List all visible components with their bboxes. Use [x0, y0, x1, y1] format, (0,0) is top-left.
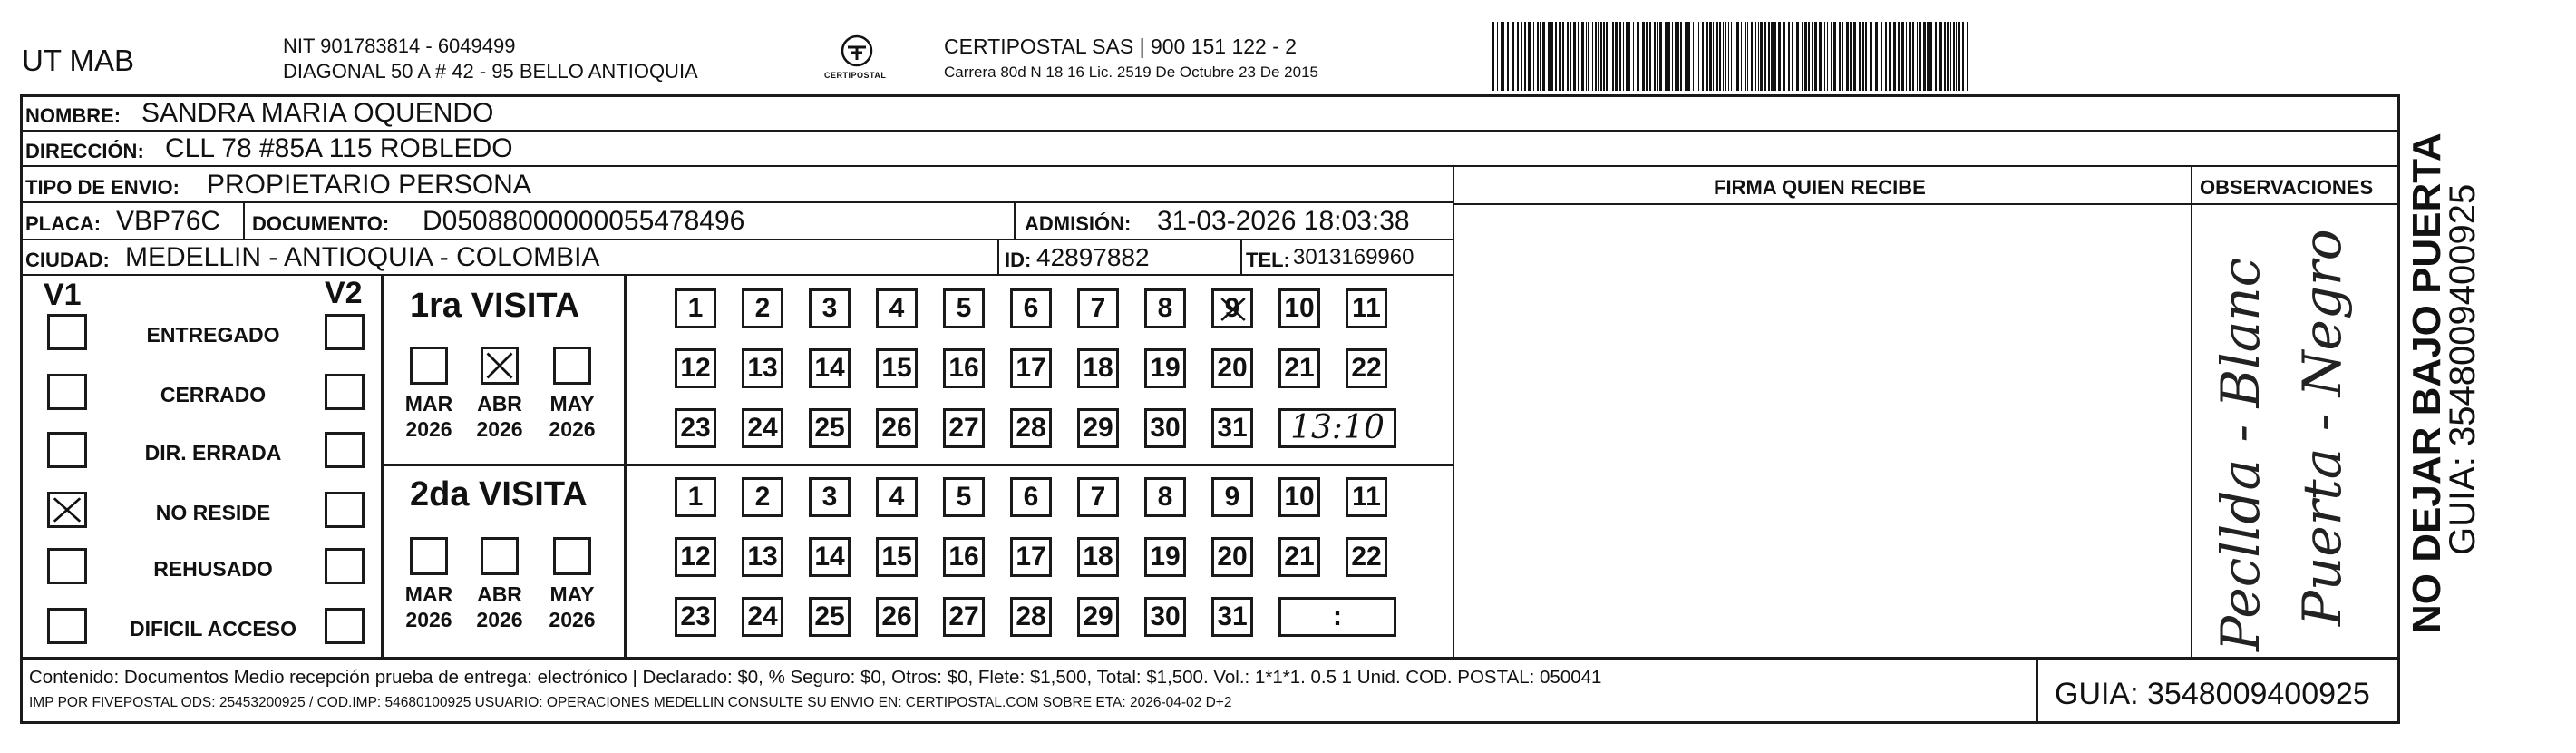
day-box[interactable]	[809, 537, 851, 577]
day-number: 9	[1224, 293, 1240, 323]
day-box[interactable]	[876, 348, 918, 388]
status-v1-checkbox[interactable]	[47, 314, 87, 350]
certipostal-logo	[821, 34, 893, 83]
month-checkbox[interactable]	[410, 537, 448, 575]
day-box[interactable]	[809, 597, 851, 637]
admission-label: ADMISIÓN:	[1025, 212, 1132, 235]
barcode	[1492, 22, 2218, 91]
no-leave-under-door-warning: NO DEJAR BAJO PUERTA	[2405, 132, 2449, 633]
day-box[interactable]	[1278, 348, 1320, 388]
day-box[interactable]	[1278, 288, 1320, 328]
visit-time-field[interactable]	[1278, 408, 1396, 448]
day-number: 11	[1352, 482, 1381, 512]
day-number: 24	[747, 413, 778, 443]
day-number: 16	[948, 542, 979, 572]
day-number: 13	[747, 353, 778, 383]
day-box[interactable]	[675, 477, 716, 517]
document-value: D05088000000055478496	[423, 206, 745, 236]
month-label: ABR 2026	[476, 392, 523, 441]
month-label: MAR 2026	[404, 392, 453, 441]
day-box[interactable]	[1144, 408, 1186, 448]
carrier-name: CERTIPOSTAL SAS | 900 151 122 - 2	[944, 34, 1298, 58]
month-checkbox[interactable]	[481, 537, 519, 575]
status-option-label: DIFICIL ACCESO	[129, 617, 296, 641]
side-guide-number: GUIA: 3548009400925	[2443, 183, 2483, 555]
month-checkbox[interactable]	[481, 347, 519, 385]
day-box[interactable]	[742, 348, 783, 388]
address-label: DIRECCIÓN:	[25, 140, 144, 162]
status-v2-checkbox[interactable]	[325, 374, 365, 410]
day-number: 3	[821, 482, 838, 512]
day-number: 23	[680, 601, 711, 631]
day-box[interactable]	[876, 408, 918, 448]
v1-label: V1	[44, 278, 82, 312]
day-box[interactable]	[876, 477, 918, 517]
day-box[interactable]	[876, 288, 918, 328]
day-number: 23	[680, 413, 711, 443]
day-box[interactable]	[1010, 408, 1052, 448]
company-name: UT MAB	[22, 44, 135, 77]
day-number: 6	[1023, 482, 1039, 512]
day-number: 24	[747, 601, 778, 631]
day-box[interactable]	[943, 597, 985, 637]
day-number: 20	[1217, 353, 1248, 383]
day-number: 13	[747, 542, 778, 572]
status-v1-checkbox[interactable]	[47, 432, 87, 468]
day-box[interactable]	[1010, 477, 1052, 517]
status-v2-checkbox[interactable]	[325, 432, 365, 468]
visit-time-value: 13:10	[1290, 409, 1385, 446]
day-number: 20	[1217, 542, 1248, 572]
plate-label: PLACA:	[25, 212, 102, 235]
status-v2-checkbox[interactable]	[325, 548, 365, 584]
x-mark-icon	[1218, 295, 1249, 324]
month-label: MAY 2026	[549, 392, 596, 441]
day-number: 31	[1217, 413, 1248, 443]
day-box[interactable]	[809, 408, 851, 448]
day-number: 31	[1217, 601, 1248, 631]
day-number: 22	[1351, 542, 1382, 572]
recipient-address: CLL 78 #85A 115 ROBLEDO	[165, 133, 513, 163]
status-option-label: ENTREGADO	[146, 323, 280, 347]
day-box[interactable]	[1010, 348, 1052, 388]
day-number: 7	[1090, 293, 1106, 323]
day-box[interactable]	[1077, 288, 1119, 328]
day-box[interactable]	[1077, 477, 1119, 517]
day-box[interactable]	[675, 348, 716, 388]
day-number: 10	[1284, 293, 1315, 323]
document-label: DOCUMENTO:	[252, 212, 390, 235]
tel-label: TEL:	[1246, 249, 1290, 271]
day-box[interactable]	[1278, 537, 1320, 577]
day-number: 2	[754, 482, 771, 512]
city-label: CIUDAD:	[25, 249, 110, 271]
signature-label: FIRMA QUIEN RECIBE	[1714, 176, 1926, 199]
status-v2-checkbox[interactable]	[325, 608, 365, 644]
day-number: 28	[1016, 413, 1046, 443]
day-box[interactable]	[809, 477, 851, 517]
day-number: 17	[1016, 353, 1046, 383]
day-box[interactable]	[675, 408, 716, 448]
day-box[interactable]	[943, 477, 985, 517]
day-number: 2	[754, 293, 771, 323]
day-number: 8	[1157, 482, 1173, 512]
day-number: 7	[1090, 482, 1106, 512]
name-label: NOMBRE:	[25, 104, 122, 127]
day-box[interactable]	[1211, 597, 1253, 637]
month-label: MAY 2026	[549, 582, 596, 631]
status-option-label: DIR. ERRADA	[144, 441, 282, 465]
day-number: 8	[1157, 293, 1173, 323]
visit2-title: 2da VISITA	[410, 475, 588, 513]
city-value: MEDELLIN - ANTIOQUIA - COLOMBIA	[125, 242, 600, 272]
day-box[interactable]	[1010, 597, 1052, 637]
day-number: 9	[1224, 482, 1240, 512]
month-checkbox[interactable]	[553, 347, 591, 385]
company-address: DIAGONAL 50 A # 42 - 95 BELLO ANTIOQUIA	[283, 60, 698, 83]
day-number: 4	[889, 293, 905, 323]
day-number: 4	[889, 482, 905, 512]
day-number: 21	[1284, 542, 1315, 572]
status-option-label: CERRADO	[160, 383, 267, 406]
day-number: 5	[956, 293, 972, 323]
signature-area[interactable]	[1455, 205, 2188, 655]
month-checkbox[interactable]	[410, 347, 448, 385]
day-number: 11	[1352, 293, 1381, 323]
day-box[interactable]	[1077, 537, 1119, 577]
day-box[interactable]	[1010, 288, 1052, 328]
day-box[interactable]	[943, 348, 985, 388]
day-number: 22	[1351, 353, 1382, 383]
day-box[interactable]	[1346, 348, 1387, 388]
day-box[interactable]	[1211, 477, 1253, 517]
day-number: 18	[1083, 542, 1113, 572]
day-box[interactable]	[1144, 348, 1186, 388]
day-box[interactable]	[809, 348, 851, 388]
day-mark	[1218, 295, 1249, 324]
day-number: 19	[1150, 542, 1181, 572]
day-number: 12	[680, 542, 711, 572]
status-option-label: NO RESIDE	[155, 501, 271, 524]
logo-text: CERTIPOSTAL	[824, 71, 887, 80]
footer-print-info: IMP POR FIVEPOSTAL ODS: 25453200925 / COD.IMP: 54680100925 USUARIO: OPERACIONES MEDELLIN CONSULTE SU ENVIO EN: CERTIPOSTAL.COM SOBRE ETA: 2026-04-02 D+2	[29, 695, 1232, 710]
day-number: 6	[1023, 293, 1039, 323]
id-value: 42897882	[1036, 243, 1150, 271]
day-box[interactable]	[943, 537, 985, 577]
day-number: 30	[1150, 601, 1181, 631]
day-box[interactable]	[1346, 288, 1387, 328]
observation-handwriting-2: Puerta - Negro	[2291, 229, 2353, 626]
carrier-license: Carrera 80d N 18 16 Lic. 2519 De Octubre 23 De 2015	[944, 64, 1318, 81]
day-box[interactable]	[1077, 408, 1119, 448]
day-number: 5	[956, 482, 972, 512]
day-number: 19	[1150, 353, 1181, 383]
day-number: 29	[1083, 413, 1113, 443]
day-box[interactable]	[675, 537, 716, 577]
status-v1-checkbox[interactable]	[47, 374, 87, 410]
day-box[interactable]	[1010, 537, 1052, 577]
status-v1-checkbox[interactable]	[47, 608, 87, 644]
month-checkbox[interactable]	[553, 537, 591, 575]
day-box[interactable]	[943, 288, 985, 328]
day-number: 28	[1016, 601, 1046, 631]
day-number: 16	[948, 353, 979, 383]
day-box[interactable]	[1211, 408, 1253, 448]
day-number: 3	[821, 293, 838, 323]
visit-time-field[interactable]	[1278, 597, 1396, 637]
day-number: 1	[687, 482, 704, 512]
day-box[interactable]	[1144, 597, 1186, 637]
day-number: 14	[814, 353, 845, 383]
day-number: 15	[881, 353, 912, 383]
day-number: 18	[1083, 353, 1113, 383]
status-v1-checkbox[interactable]	[47, 548, 87, 584]
day-number: 12	[680, 353, 711, 383]
day-number: 17	[1016, 542, 1046, 572]
company-nit: NIT 901783814 - 6049499	[283, 34, 516, 57]
month-label: MAR 2026	[404, 582, 453, 631]
day-box[interactable]	[1211, 348, 1253, 388]
observations-label: OBSERVACIONES	[2200, 176, 2374, 199]
day-number: 27	[948, 601, 979, 631]
day-number: 30	[1150, 413, 1181, 443]
day-box[interactable]	[1077, 597, 1119, 637]
day-box[interactable]	[742, 537, 783, 577]
day-box[interactable]	[742, 408, 783, 448]
day-number: 27	[948, 413, 979, 443]
status-v2-checkbox[interactable]	[325, 492, 365, 528]
day-number: 25	[814, 413, 845, 443]
visit1-title: 1ra VISITA	[410, 287, 580, 325]
day-number: 14	[814, 542, 845, 572]
day-box[interactable]	[1278, 477, 1320, 517]
day-box[interactable]	[1144, 477, 1186, 517]
day-number: 21	[1284, 353, 1315, 383]
day-box[interactable]	[1346, 537, 1387, 577]
day-number: 26	[881, 413, 912, 443]
status-v1-checkbox[interactable]	[47, 492, 87, 528]
type-label: TIPO DE ENVIO:	[25, 176, 180, 199]
day-box[interactable]	[876, 597, 918, 637]
day-number: 26	[881, 601, 912, 631]
day-number: 25	[814, 601, 845, 631]
status-option-label: REHUSADO	[153, 557, 273, 581]
day-number: 10	[1284, 482, 1315, 512]
id-label: ID:	[1005, 249, 1032, 271]
day-box[interactable]	[943, 408, 985, 448]
day-box[interactable]	[876, 537, 918, 577]
day-box[interactable]	[1211, 288, 1253, 328]
x-mark-icon	[50, 494, 84, 525]
day-box[interactable]	[1346, 477, 1387, 517]
month-label: ABR 2026	[476, 582, 523, 631]
day-box[interactable]	[809, 288, 851, 328]
visit-time-value: :	[1333, 601, 1342, 631]
day-number: 1	[687, 293, 704, 323]
observation-handwriting-1: Pecllda - Blanc	[2210, 257, 2271, 651]
day-box[interactable]	[1077, 348, 1119, 388]
day-box[interactable]	[675, 288, 716, 328]
admission-value: 31-03-2026 18:03:38	[1157, 206, 1410, 236]
day-number: 15	[881, 542, 912, 572]
day-box[interactable]	[1144, 288, 1186, 328]
day-box[interactable]	[742, 288, 783, 328]
plate-value: VBP76C	[116, 206, 221, 236]
footer-guide-number: GUIA: 3548009400925	[2055, 677, 2370, 711]
recipient-name: SANDRA MARIA OQUENDO	[141, 98, 494, 128]
tel-value: 3013169960	[1293, 245, 1414, 269]
footer-content: Contenido: Documentos Medio recepción prueba de entrega: electrónico | Declarado: $0, % Seguro: $0, Otros: $0, Flete: $1,500, Total: $1,500. Vol.: 1*1*1. 0.5 1 Unid. COD. POSTAL: 050041	[29, 667, 1602, 688]
day-box[interactable]	[1211, 537, 1253, 577]
day-box[interactable]	[1144, 537, 1186, 577]
day-box[interactable]	[675, 597, 716, 637]
x-mark-icon	[483, 349, 516, 382]
day-box[interactable]	[742, 477, 783, 517]
v2-label: V2	[325, 276, 363, 310]
day-box[interactable]	[742, 597, 783, 637]
status-v2-checkbox[interactable]	[325, 314, 365, 350]
shipment-type: PROPIETARIO PERSONA	[207, 170, 531, 200]
day-number: 29	[1083, 601, 1113, 631]
